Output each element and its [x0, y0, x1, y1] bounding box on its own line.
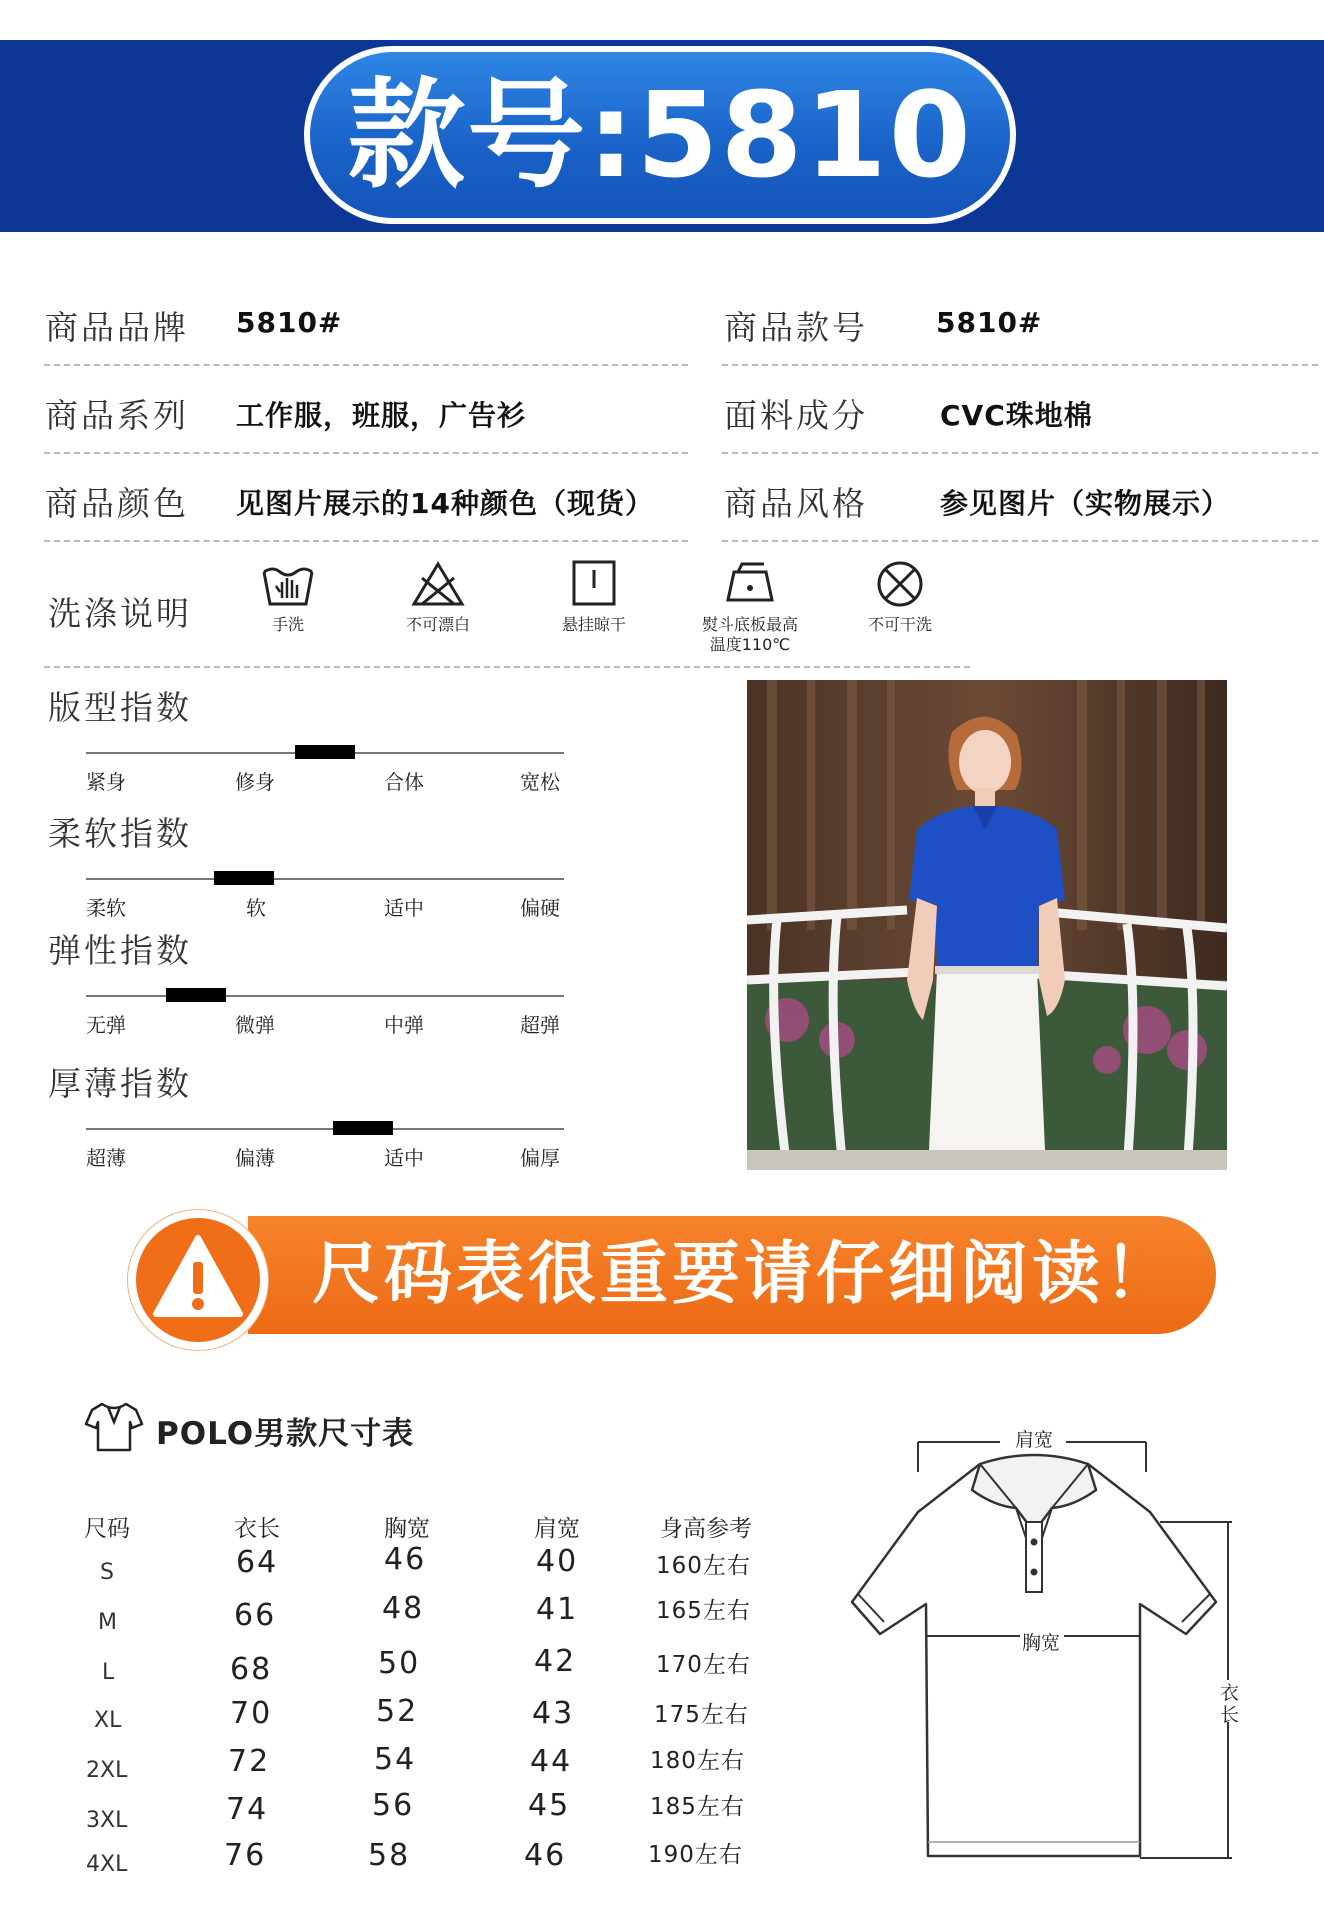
- care-text: 温度110℃: [709, 635, 791, 654]
- table-cell: 4XL: [86, 1852, 128, 1877]
- table-cell: 165左右: [656, 1598, 751, 1624]
- index-tick: 偏厚: [520, 1146, 560, 1170]
- elasticity-index: [48, 925, 568, 1037]
- series-label: 商品系列: [45, 396, 189, 435]
- index-title: 柔软指数: [48, 814, 192, 853]
- color-value: 见图片展示的14种颜色（现货）: [236, 487, 654, 520]
- index-tick: 偏薄: [235, 1146, 275, 1170]
- table-cell: 185左右: [650, 1794, 745, 1820]
- index-title: 厚薄指数: [48, 1064, 192, 1103]
- no-bleach-icon: [408, 558, 468, 610]
- index-track: [86, 878, 564, 880]
- table-cell: 70: [230, 1696, 273, 1731]
- care-text: 不可漂白: [405, 615, 470, 634]
- table-cell: 45: [528, 1788, 571, 1823]
- softness-index: [48, 808, 568, 920]
- table-cell: 48: [382, 1591, 425, 1626]
- index-title: 版型指数: [48, 688, 192, 727]
- warning-badge: [128, 1210, 268, 1350]
- divider: [44, 452, 688, 454]
- index-tick: 适中: [384, 896, 424, 920]
- table-cell: 56: [372, 1788, 415, 1823]
- table-cell: 54: [374, 1742, 417, 1777]
- index-track: [86, 995, 564, 997]
- table-cell: 40: [536, 1544, 579, 1579]
- product-photo: [747, 680, 1227, 1170]
- thickness-index: [48, 1058, 568, 1170]
- care-item-hand-wash: [218, 558, 358, 636]
- shoulder-label: 肩宽: [1015, 1429, 1054, 1451]
- length-label: 衣长: [1220, 1682, 1240, 1726]
- index-tick: 紧身: [86, 770, 126, 794]
- table-cell: 44: [530, 1744, 573, 1779]
- index-marker: [295, 745, 355, 759]
- style-label: 商品风格: [724, 484, 868, 523]
- divider: [44, 364, 688, 366]
- table-cell: 160左右: [656, 1553, 751, 1579]
- table-cell: S: [100, 1560, 114, 1585]
- table-cell: 180左右: [650, 1748, 745, 1774]
- table-cell: 175左右: [654, 1702, 749, 1728]
- style-number-pill: [304, 46, 1016, 224]
- style-no-label: 商品款号: [724, 308, 868, 347]
- divider: [44, 666, 970, 668]
- index-tick: 超弹: [520, 1013, 560, 1037]
- table-cell: 3XL: [86, 1808, 128, 1833]
- care-text: 熨斗底板最高: [701, 615, 798, 634]
- series-value: 工作服，班服，广告衫: [236, 399, 527, 432]
- notice-text: 尺码表很重要请仔细阅读！: [312, 1235, 1177, 1314]
- index-track: [86, 1128, 564, 1130]
- table-cell: M: [98, 1610, 117, 1635]
- index-tick: 微弹: [235, 1013, 275, 1037]
- divider: [722, 452, 1318, 454]
- style-no-value: 5810#: [936, 306, 1043, 339]
- care-item-iron: [680, 558, 820, 656]
- index-marker: [166, 988, 226, 1002]
- divider: [44, 540, 688, 542]
- color-label: 商品颜色: [45, 484, 189, 523]
- table-cell: 74: [226, 1792, 269, 1827]
- divider: [722, 364, 1318, 366]
- fabric-value: CVC珠地棉: [940, 399, 1093, 432]
- care-text: 不可干洗: [867, 615, 932, 634]
- table-cell: 64: [236, 1545, 279, 1580]
- table-cell: 76: [224, 1838, 267, 1873]
- hang-dry-icon: [564, 558, 624, 610]
- model-image: [747, 680, 1227, 1170]
- table-cell: 46: [524, 1838, 567, 1873]
- table-cell: 2XL: [86, 1758, 128, 1783]
- size-table-title: POLO男款尺寸表: [156, 1416, 415, 1452]
- index-tick: 中弹: [384, 1013, 424, 1037]
- table-cell: 52: [376, 1694, 419, 1729]
- index-tick: 合体: [384, 770, 424, 794]
- table-cell: 66: [234, 1598, 277, 1633]
- table-cell: 68: [230, 1652, 273, 1687]
- polo-shirt-icon: [84, 1398, 144, 1454]
- index-tick: 无弹: [86, 1013, 126, 1037]
- care-item-no-bleach: [368, 558, 508, 636]
- chest-label: 胸宽: [1022, 1632, 1061, 1654]
- warning-icon: [136, 1218, 260, 1342]
- care-text: 悬挂晾干: [561, 615, 626, 634]
- table-cell: 170左右: [656, 1652, 751, 1678]
- index-tick: 适中: [384, 1146, 424, 1170]
- style-value: 参见图片（实物展示）: [940, 487, 1231, 520]
- index-tick: 超薄: [86, 1146, 126, 1170]
- table-cell: 43: [532, 1696, 575, 1731]
- index-marker: [214, 871, 274, 885]
- care-label: 洗涤说明: [48, 594, 192, 633]
- index-title: 弹性指数: [48, 931, 192, 970]
- index-tick: 修身: [235, 770, 275, 794]
- table-cell: 46: [384, 1542, 427, 1577]
- care-item-no-dry-clean: [830, 558, 970, 636]
- iron-icon: [720, 558, 780, 610]
- table-cell: 42: [534, 1644, 577, 1679]
- column-header: 身高参考: [660, 1516, 752, 1542]
- column-header: 胸宽: [384, 1516, 430, 1542]
- divider: [722, 540, 1318, 542]
- table-cell: 72: [228, 1744, 271, 1779]
- care-text: 手洗: [271, 615, 304, 634]
- index-tick: 软: [246, 896, 266, 920]
- column-header: 衣长: [234, 1516, 280, 1542]
- table-cell: L: [102, 1660, 115, 1685]
- no-dry-clean-icon: [870, 558, 930, 610]
- index-tick: 柔软: [86, 896, 126, 920]
- index-tick: 宽松: [520, 770, 560, 794]
- brand-label: 商品品牌: [45, 308, 189, 347]
- fit-index: [48, 682, 568, 794]
- brand-value: 5810#: [236, 306, 343, 339]
- index-marker: [333, 1121, 393, 1135]
- index-tick: 偏硬: [520, 896, 560, 920]
- hand-wash-icon: [258, 558, 318, 610]
- care-item-hang-dry: [524, 558, 664, 636]
- fabric-label: 面料成分: [724, 396, 868, 435]
- table-cell: 58: [368, 1838, 411, 1873]
- column-header: 尺码: [84, 1516, 130, 1542]
- table-cell: XL: [94, 1708, 122, 1733]
- table-cell: 190左右: [648, 1842, 743, 1868]
- column-header: 肩宽: [534, 1516, 580, 1542]
- page-title: 款号:5810: [347, 66, 973, 204]
- table-cell: 50: [378, 1646, 421, 1681]
- table-cell: 41: [536, 1592, 579, 1627]
